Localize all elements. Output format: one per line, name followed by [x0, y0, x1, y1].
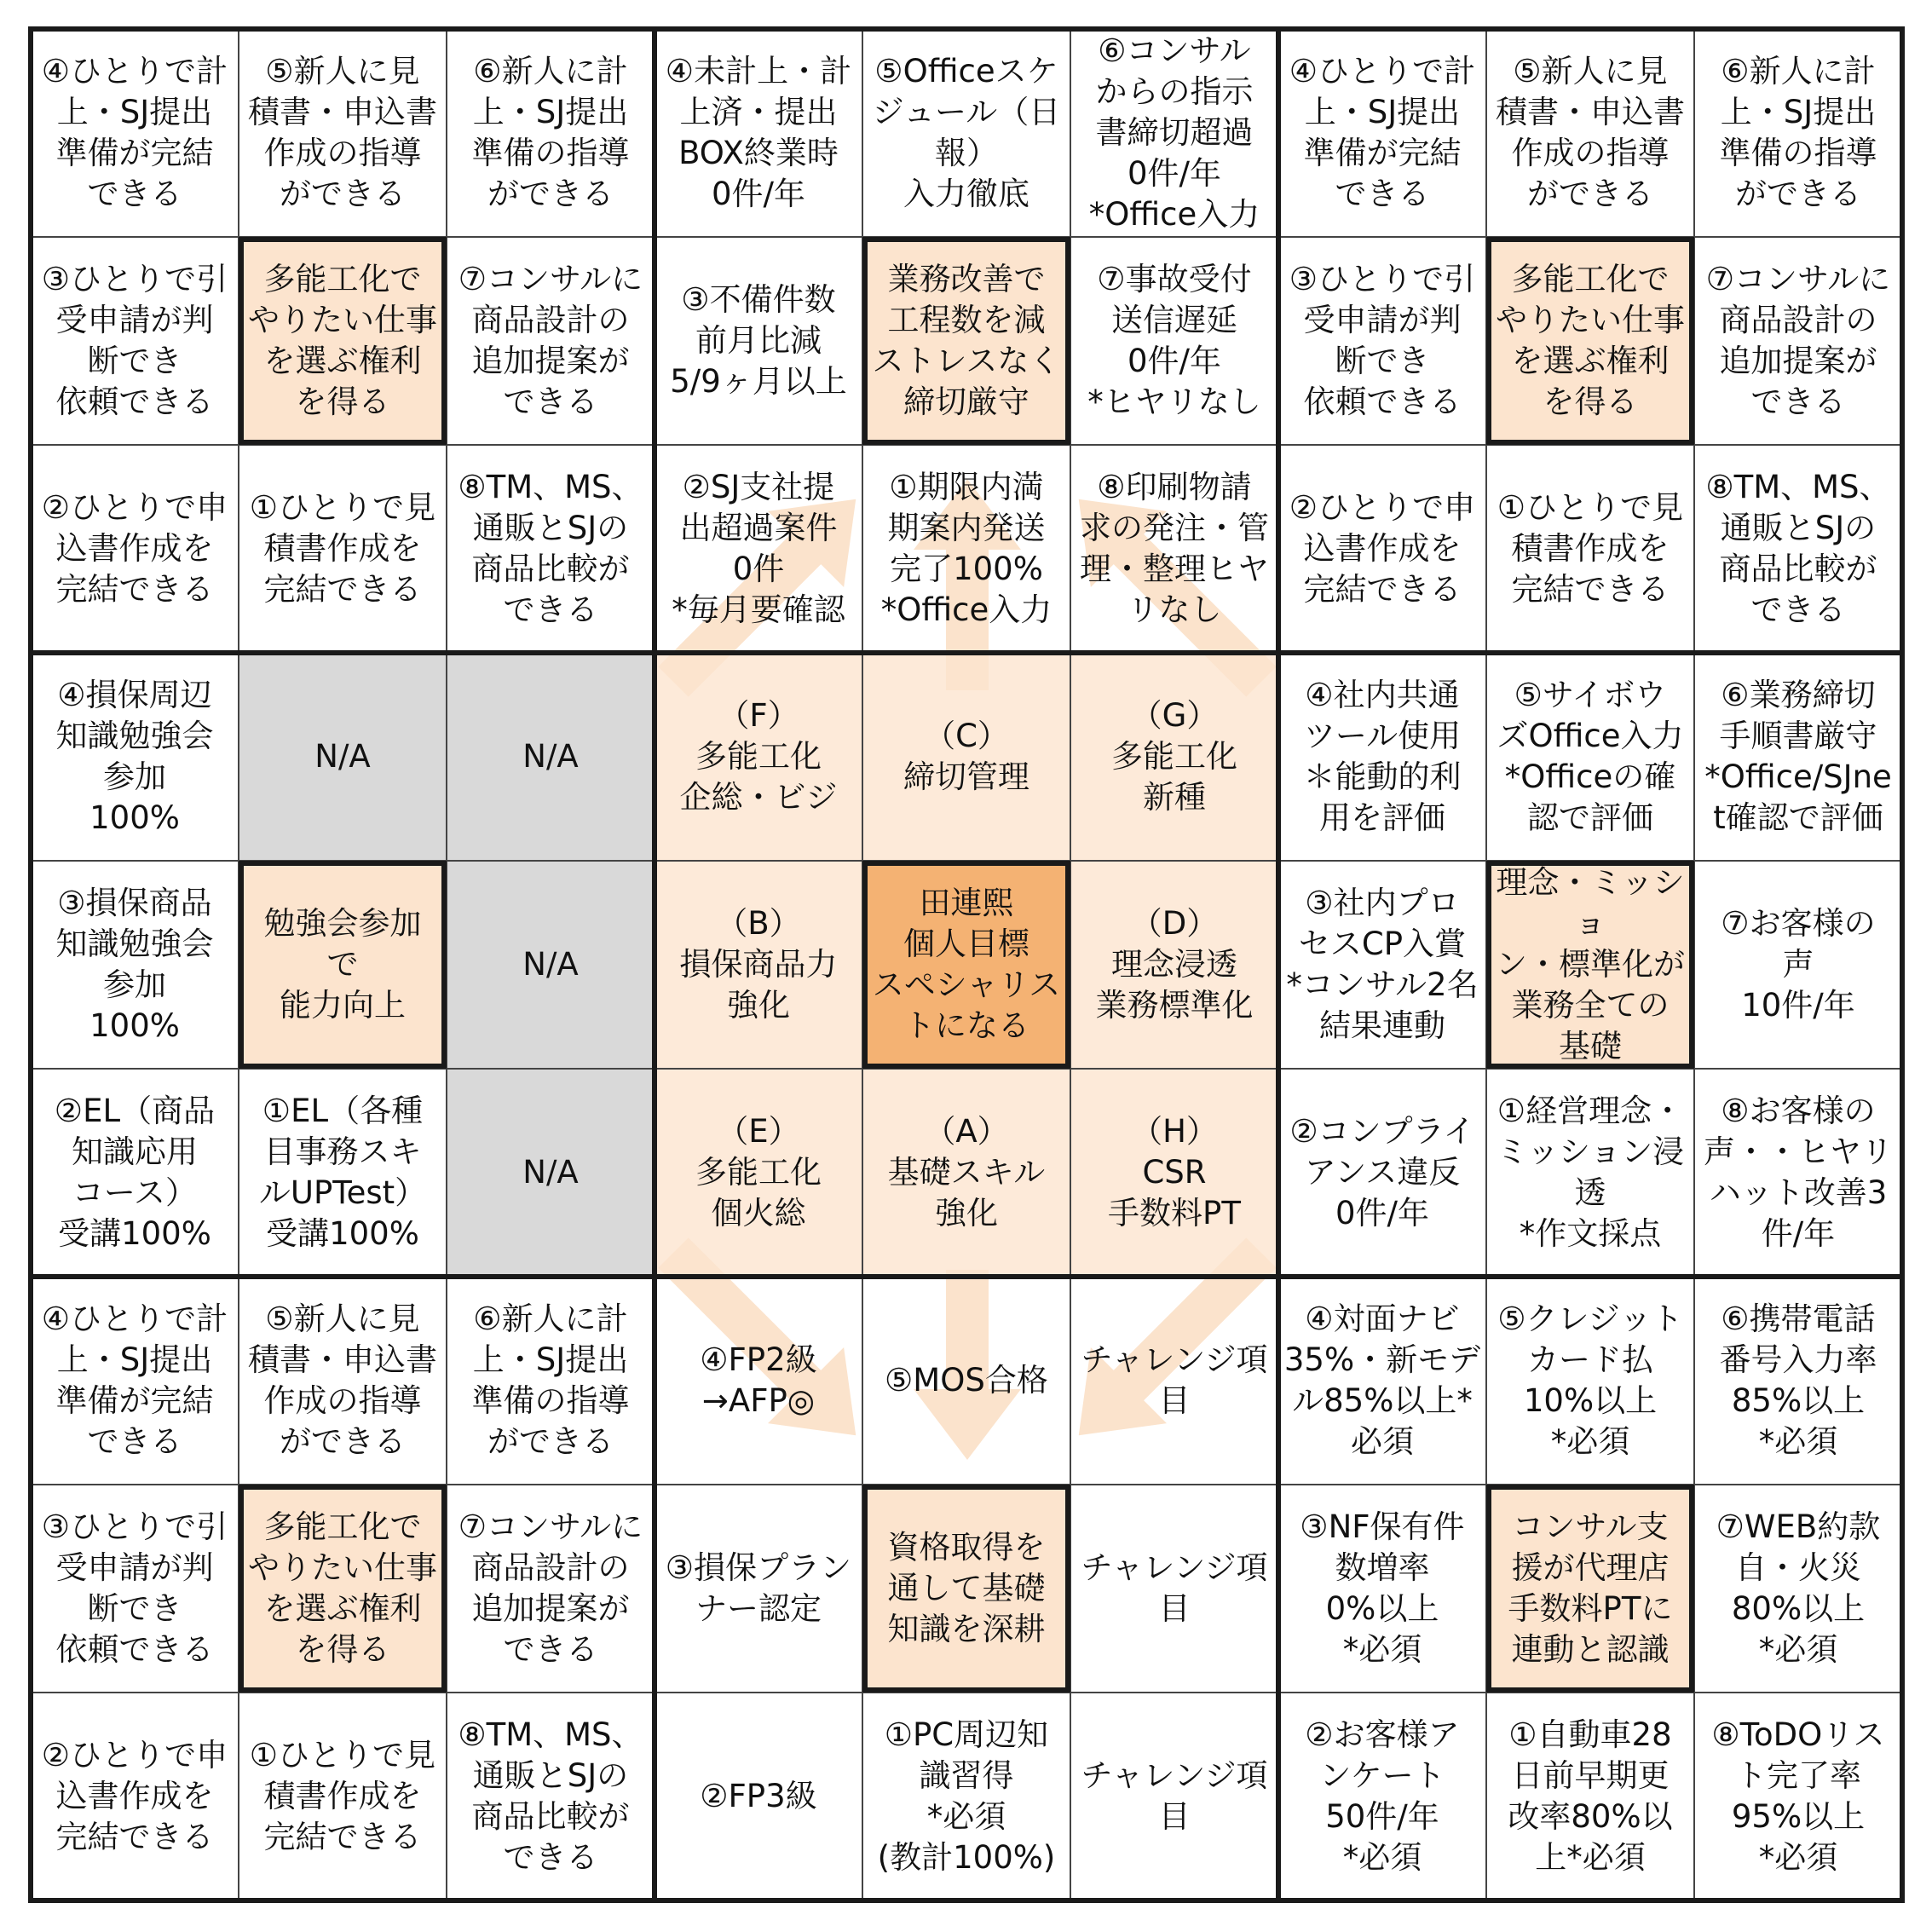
grid-cell: ②EL（商品 知識応用 コース） 受講100%	[31, 1069, 239, 1277]
theme-cell: （E） 多能工化 個火総	[655, 1069, 862, 1277]
grid-cell: ③ひとりで引 受申請が判 断でき 依頼できる	[1278, 237, 1486, 445]
main-goal-cell: 田連熙 個人目標 スペシャリス トになる	[862, 861, 1070, 1069]
sub-goal-cell: コンサル支 援が代理店 手数料PTに 連動と認識	[1486, 1485, 1694, 1693]
grid-cell: ④損保周辺 知識勉強会 参加 100%	[31, 653, 239, 861]
grid-cell: ①ひとりで見 積書作成を 完結できる	[239, 1693, 447, 1900]
grid-cell: ③ひとりで引 受申請が判 断でき 依頼できる	[31, 237, 239, 445]
theme-cell: （C） 締切管理	[862, 653, 1070, 861]
sub-goal-cell: 多能工化で やりたい仕事 を選ぶ権利 を得る	[239, 237, 447, 445]
grid-cell: ⑤クレジット カード払 10%以上 *必須	[1486, 1277, 1694, 1485]
grid-cell: ②FP3級	[655, 1693, 862, 1900]
grid-cell: ⑤新人に見 積書・申込書 作成の指導 ができる	[1486, 29, 1694, 237]
grid-cell: ③損保商品 知識勉強会 参加 100%	[31, 861, 239, 1069]
theme-cell: （D） 理念浸透 業務標準化	[1070, 861, 1278, 1069]
grid-cell: ①ひとりで見 積書作成を 完結できる	[1486, 445, 1694, 653]
theme-cell: （F） 多能工化 企総・ビジ	[655, 653, 862, 861]
grid-cell: ⑦事故受付 送信遅延 0件/年 *ヒヤリなし	[1070, 237, 1278, 445]
theme-cell: （H） CSR 手数料PT	[1070, 1069, 1278, 1277]
grid-cell: ④ひとりで計 上・SJ提出 準備が完結 できる	[31, 1277, 239, 1485]
goal-grid	[31, 29, 1902, 1900]
sub-goal-cell: 資格取得を 通して基礎 知識を深耕	[862, 1485, 1070, 1693]
grid-cell: ①期限内満 期案内発送 完了100% *Office入力	[862, 445, 1070, 653]
grid-cell: チャレンジ項 目	[1070, 1485, 1278, 1693]
theme-cell: （B） 損保商品力 強化	[655, 861, 862, 1069]
grid-cell: ②お客様ア ンケート 50件/年 *必須	[1278, 1693, 1486, 1900]
grid-cell: ③社内プロ セスCP入賞 *コンサル2名 結果連動	[1278, 861, 1486, 1069]
grid-cell: ⑧印刷物請 求の発注・管 理・整理ヒヤ リなし	[1070, 445, 1278, 653]
grid-cell: ⑦お客様の 声 10件/年	[1694, 861, 1902, 1069]
grid-cell: ⑥携帯電話 番号入力率 85%以上 *必須	[1694, 1277, 1902, 1485]
grid-cell: ④ひとりで計 上・SJ提出 準備が完結 できる	[31, 29, 239, 237]
grid-cell: ⑦WEB約款 自・火災 80%以上 *必須	[1694, 1485, 1902, 1693]
grid-cell: ④社内共通 ツール使用 ＊能動的利 用を評価	[1278, 653, 1486, 861]
sub-goal-cell: 業務改善で 工程数を減 ストレスなく 締切厳守	[862, 237, 1070, 445]
grid-cell: ①EL（各種 目事務スキ ルUPTest） 受講100%	[239, 1069, 447, 1277]
grid-cell: ②SJ支社提 出超過案件 0件 *毎月要確認	[655, 445, 862, 653]
grid-cell: ①自動車28 日前早期更 改率80%以 上*必須	[1486, 1693, 1694, 1900]
grid-cell: ⑤Officeスケ ジュール（日 報） 入力徹底	[862, 29, 1070, 237]
grid-cell: ⑧TM、MS、 通販とSJの 商品比較が できる	[447, 1693, 655, 1900]
grid-cell: ⑤新人に見 積書・申込書 作成の指導 ができる	[239, 29, 447, 237]
grid-cell: ④対面ナビ 35%・新モデ ル85%以上* 必須	[1278, 1277, 1486, 1485]
grid-cell: ⑧TM、MS、 通販とSJの 商品比較が できる	[1694, 445, 1902, 653]
grid-cell: ④ひとりで計 上・SJ提出 準備が完結 できる	[1278, 29, 1486, 237]
na-cell: N/A	[447, 1069, 655, 1277]
theme-cell: （G） 多能工化 新種	[1070, 653, 1278, 861]
grid-cell: ⑥新人に計 上・SJ提出 準備の指導 ができる	[447, 1277, 655, 1485]
sub-goal-cell: 理念・ミッショ ン・標準化が 業務全ての 基礎	[1486, 861, 1694, 1069]
grid-cell: ⑧ToDOリス ト完了率 95%以上 *必須	[1694, 1693, 1902, 1900]
grid-cell: ①経営理念・ ミッション浸 透 *作文採点	[1486, 1069, 1694, 1277]
grid-cell: ⑧TM、MS、 通販とSJの 商品比較が できる	[447, 445, 655, 653]
na-cell: N/A	[447, 861, 655, 1069]
grid-cell: ⑦コンサルに 商品設計の 追加提案が できる	[447, 1485, 655, 1693]
grid-cell: ④FP2級 →AFP◎	[655, 1277, 862, 1485]
na-cell: N/A	[239, 653, 447, 861]
grid-cell: ⑤新人に見 積書・申込書 作成の指導 ができる	[239, 1277, 447, 1485]
sub-goal-cell: 勉強会参加 で 能力向上	[239, 861, 447, 1069]
grid-cell: チャレンジ項 目	[1070, 1277, 1278, 1485]
grid-cell: ⑦コンサルに 商品設計の 追加提案が できる	[447, 237, 655, 445]
sub-goal-cell: 多能工化で やりたい仕事 を選ぶ権利 を得る	[1486, 237, 1694, 445]
grid-cell: ③損保プラン ナー認定	[655, 1485, 862, 1693]
grid-cell: ③NF保有件 数増率 0%以上 *必須	[1278, 1485, 1486, 1693]
grid-cell: ⑤MOS合格	[862, 1277, 1070, 1485]
grid-cell: ⑦コンサルに 商品設計の 追加提案が できる	[1694, 237, 1902, 445]
grid-cell: ⑥業務締切 手順書厳守 *Office/SJne t確認で評価	[1694, 653, 1902, 861]
grid-cell: ②コンプライ アンス違反 0件/年	[1278, 1069, 1486, 1277]
na-cell: N/A	[447, 653, 655, 861]
grid-cell: ④未計上・計 上済・提出 BOX終業時 0件/年	[655, 29, 862, 237]
sub-goal-cell: 多能工化で やりたい仕事 を選ぶ権利 を得る	[239, 1485, 447, 1693]
grid-cell: ⑤サイボウ ズOffice入力 *Officeの確 認で評価	[1486, 653, 1694, 861]
grid-cell: ⑥新人に計 上・SJ提出 準備の指導 ができる	[1694, 29, 1902, 237]
grid-cell: ②ひとりで申 込書作成を 完結できる	[31, 1693, 239, 1900]
grid-cell: ③ひとりで引 受申請が判 断でき 依頼できる	[31, 1485, 239, 1693]
grid-cell: チャレンジ項 目	[1070, 1693, 1278, 1900]
theme-cell: （A） 基礎スキル 強化	[862, 1069, 1070, 1277]
grid-cell: ②ひとりで申 込書作成を 完結できる	[1278, 445, 1486, 653]
grid-cell: ②ひとりで申 込書作成を 完結できる	[31, 445, 239, 653]
grid-cell: ⑥コンサル からの指示 書締切超過 0件/年 *Office入力	[1070, 29, 1278, 237]
grid-cell: ①ひとりで見 積書作成を 完結できる	[239, 445, 447, 653]
grid-cell: ③不備件数 前月比減 5/9ヶ月以上	[655, 237, 862, 445]
grid-cell: ⑧お客様の 声・・ヒヤリ ハット改善3 件/年	[1694, 1069, 1902, 1277]
grid-cell: ①PC周辺知 識習得 *必須 (教計100%)	[862, 1693, 1070, 1900]
grid-cell: ⑥新人に計 上・SJ提出 準備の指導 ができる	[447, 29, 655, 237]
